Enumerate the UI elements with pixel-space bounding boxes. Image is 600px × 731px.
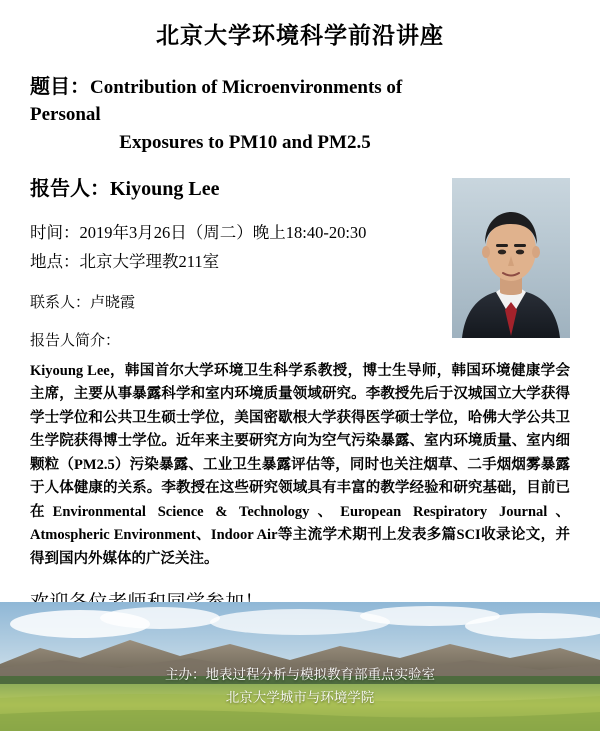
topic-row [30, 70, 570, 157]
speaker-portrait [452, 178, 570, 338]
footer-line-1: 主办：地表过程分析与模拟教育部重点实验室 [165, 667, 435, 683]
poster [0, 22, 600, 731]
contact-line: 联系人：卢晓霞 [30, 294, 136, 311]
footer-line-2: 北京大学城市与环境学院 [225, 689, 375, 705]
poster-body [0, 70, 600, 615]
speaker-label: 报告人： [30, 178, 110, 201]
footer-text [0, 664, 600, 709]
topic-line-2: Exposures to PM10 and PM2.5 [119, 131, 371, 153]
page-title: 北京大学环境科学前沿讲座 [156, 23, 444, 48]
bio-heading: 报告人简介： [30, 332, 121, 349]
bio-text: Kiyoung Lee，韩国首尔大学环境卫生科学系教授，博士生导师，韩国环境健康学会主席，主要从事暴露科学和室内环境质量领域研究。李教授先后于汉城国立大学获得学士学位和公共卫生硕士学位，美国密歇根大学获得医学硕士学位，哈佛大学公共卫生学院获得博士学位。近年来主要研究方向为空气污染暴露、室内环境质量、室内细颗粒（PM2.5）污染暴露、工业卫生暴露评估等，同时也关注烟草、二手烟烟雾暴露于人体健康的关系。李教授在这些研究领域具有丰富的教学经验和研究基础，目前已在Environmental Science & Technology、European Respiratory Journal、Atmospheric Environment、Indoor Air等主流学术期刊上发表多篇SCI收录论文，并得到国内外媒体的广泛关注。 [30, 362, 570, 567]
topic-line-1: Contribution of Microenvironments of Personal [30, 76, 403, 126]
time-line: 时间：2019年3月26日（周二）晚上18:40-20:30 [30, 223, 367, 243]
topic-label: 题目： [30, 75, 90, 98]
place-line: 地点：北京大学理教211室 [30, 252, 220, 272]
speaker-name: Kiyoung Lee [110, 178, 220, 201]
